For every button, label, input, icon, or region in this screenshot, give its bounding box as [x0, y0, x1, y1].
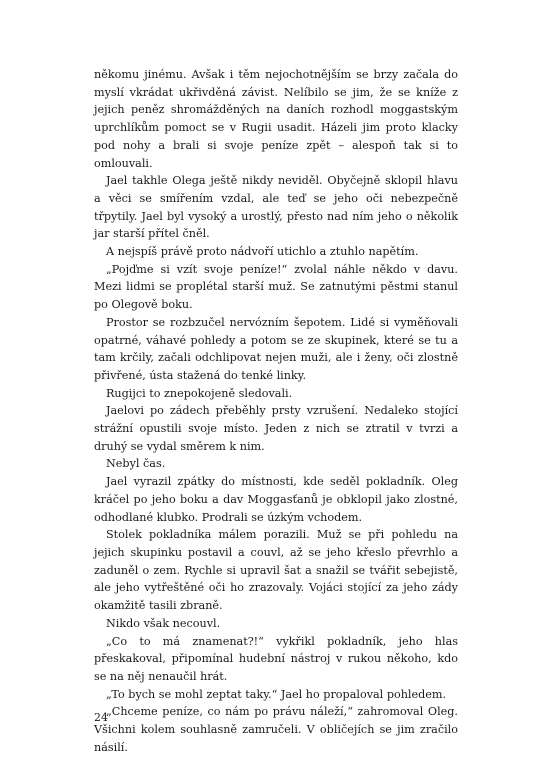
- paragraph: A nejspíš právě proto nádvoří utichlo a ztuhlo napětím.: [106, 245, 419, 259]
- paragraph: „Pojďme si vzít svoje peníze!“ zvolal náhle někdo v davu. Mezi lidmi se proplétal starší muž. Se zatnutými pěstmi stanul po Olegově boku.: [94, 262, 458, 312]
- body-text: [94, 66, 458, 756]
- paragraph: Nebyl čas.: [106, 457, 166, 471]
- paragraph: Nikdo však necouvl.: [106, 616, 221, 630]
- paragraph: Jael vyrazil zpátky do místnosti, kde seděl pokladník. Oleg kráčel po jeho boku a dav Moggasťanů je obklopil jako zlostné, odhodlané klubko. Prodrali se úzkým vchodem.: [94, 475, 458, 524]
- paragraph: „To bych se mohl zeptat taky.“ Jael ho propaloval pohledem.: [106, 687, 447, 701]
- paragraph: „Chceme peníze, co nám po právu náleží,“ zahromoval Oleg. Všichni kolem souhlasně zamručeli. V obličejích se jim zračilo násilí.: [94, 705, 458, 754]
- paragraph: Jaelovi po zádech přeběhly prsty vzrušení. Nedaleko stojící strážní opustili svoje místo. Jeden z nich se ztratil v tvrzi a druhý se vydal směrem k nim.: [94, 404, 458, 453]
- paragraph: Prostor se rozbzučel nervózním šepotem. Lidé si vyměňovali opatrné, váhavé pohledy a potom se ze skupinek, které se tu a tam krčily, začali odchlipovat nejen muži, ale i ženy, oči zlostně přivřené, ústa stažená do tenké linky.: [94, 315, 458, 382]
- page-number: 24: [94, 711, 108, 724]
- paragraph: Stolek pokladníka málem porazili. Muž se při pohledu na jejich skupinku postavil a couvl, až se jeho křeslo převrhlo a zaduněl o zem. Rychle si upravil šat a snažil se tvářit sebejistě, ale jeho vytřeštěné oči ho zrazovaly. Vojáci stojící za jeho zády okamžitě tasili zbraně.: [94, 528, 458, 613]
- paragraph: Rugijci to znepokojeně sledovali.: [106, 386, 293, 400]
- paragraph: někomu jinému. Avšak i těm nejochotnějším se brzy začala do myslí vkrádat ukřivděná závist. Nelíbilo se jim, že se kníže z jejich peněz shromážděných na daních rozhodl moggastským uprchlíkům pomoct se v Rugii usadit. Házeli jim proto klacky pod nohy a brali si svoje peníze zpět – alespoň tak si to omlouvali.: [94, 68, 458, 170]
- paragraph: „Co to má znamenat?!“ vykřikl pokladník, jeho hlas přeskakoval, připomínal hudební nástroj v rukou někoho, kdo se na něj nenaučil hrát.: [94, 634, 458, 683]
- paragraph: Jael takhle Olega ještě nikdy neviděl. Obyčejně sklopil hlavu a věci se smířením vzdal, ale teď se jeho oči nebezpečně třpytily. Jael byl vysoký a urostlý, přesto nad ním jeho o několik jar starší přítel čněl.: [94, 174, 458, 241]
